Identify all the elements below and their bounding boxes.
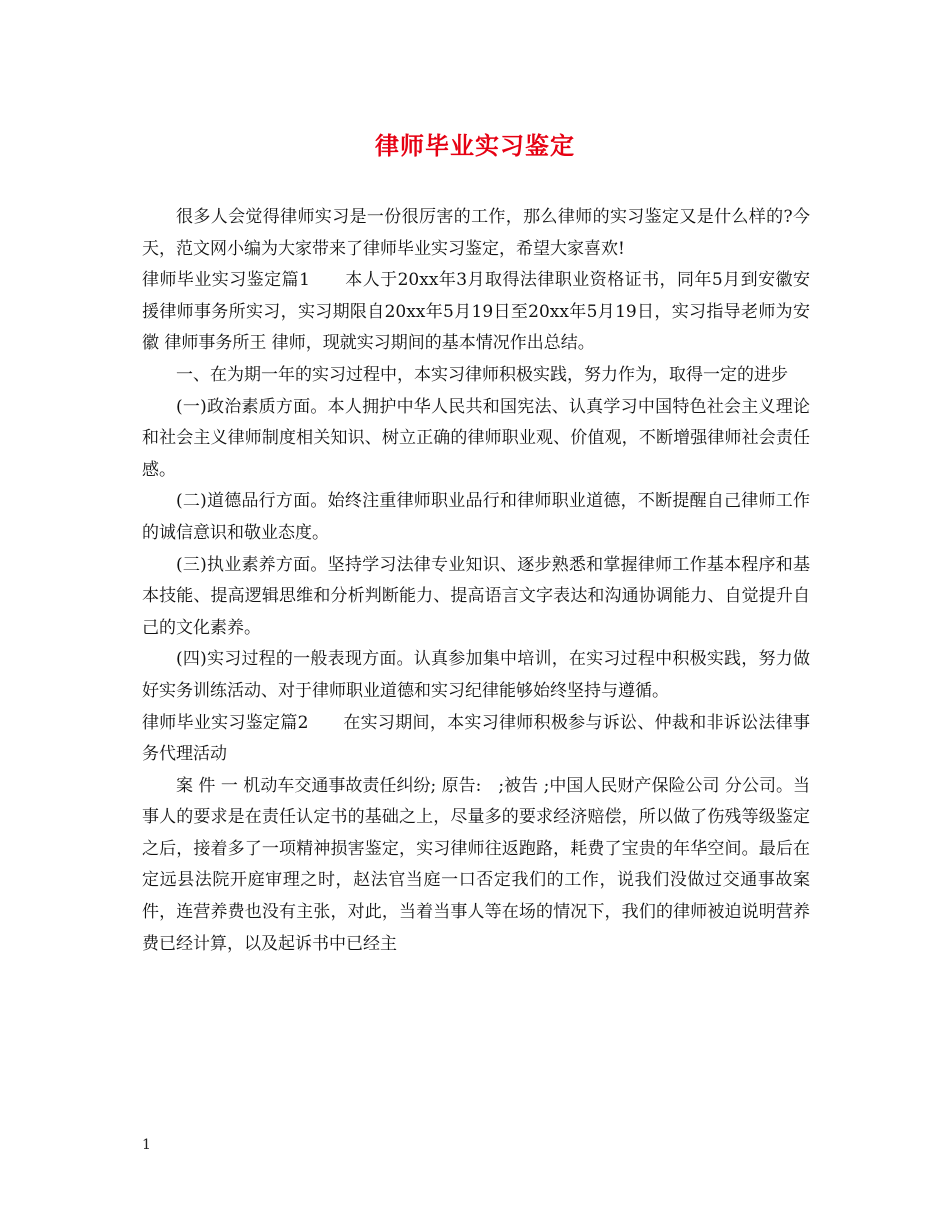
page-number: 1 [142,1137,151,1153]
document-title: 律师毕业实习鉴定 [375,131,575,160]
document-body [142,202,810,960]
intro-paragraph: 很多人会觉得律师实习是一份很厉害的工作，那么律师的实习鉴定又是什么样的?今天，范文网小编为大家带来了律师毕业实习鉴定，希望大家喜欢! [142,207,810,259]
moral-conduct-paragraph: (二)道德品行方面。始终注重律师职业品行和律师职业道德，不断提醒自己律师工作的诚信意识和敬业态度。 [142,491,810,543]
summary-heading-paragraph: 一、在为期一年的实习过程中，本实习律师积极实践，努力作为，取得一定的进步 [176,364,788,385]
political-quality-paragraph: (一)政治素质方面。本人拥护中华人民共和国宪法、认真学习中国特色社会主义理论和社会主义律师制度相关知识、树立正确的律师职业观、价值观，不断增强律师社会责任感。 [142,396,810,480]
case-one-paragraph: 案 件 一 机动车交通事故责任纠纷; 原告: ;被告 ;中国人民财产保险公司 分公司。当事人的要求是在责任认定书的基础之上，尽量多的要求经济赔偿，所以做了伤残等级鉴定之后，接着多了一项精神损害鉴定，实习律师往返跑路，耗费了宝贵的年华空间。最后在定远县法院开庭审理之时，赵法官当庭一口否定我们的工作，说我们没做过交通事故案件，连营养费也没有主张，对此，当着当事人等在场的情况下，我们的律师被迫说明营养费已经计算，以及起诉书中已经主 [142,775,810,954]
general-performance-paragraph: (四)实习过程的一般表现方面。认真参加集中培训，在实习过程中积极实践，努力做好实务训练活动、对于律师职业道德和实习纪律能够始终坚持与遵循。 [142,649,810,701]
professional-quality-paragraph: (三)执业素养方面。坚持学习法律专业知识、逐步熟悉和掌握律师工作基本程序和基本技能、提高逻辑思维和分析判断能力、提高语言文字表达和沟通协调能力、自觉提升自己的文化素养。 [142,554,810,638]
section-1-paragraph: 律师毕业实习鉴定篇1 本人于20xx年3月取得法律职业资格证书，同年5月到安徽安援律师事务所实习，实习期限自20xx年5月19日至20xx年5月19日，实习指导老师为安徽 律师事务所王 律师，现就实习期间的基本情况作出总结。 [142,270,810,354]
section-2-paragraph: 律师毕业实习鉴定篇2 在实习期间，本实习律师积极参与诉讼、仲裁和非诉讼法律事务代理活动 [142,712,810,765]
